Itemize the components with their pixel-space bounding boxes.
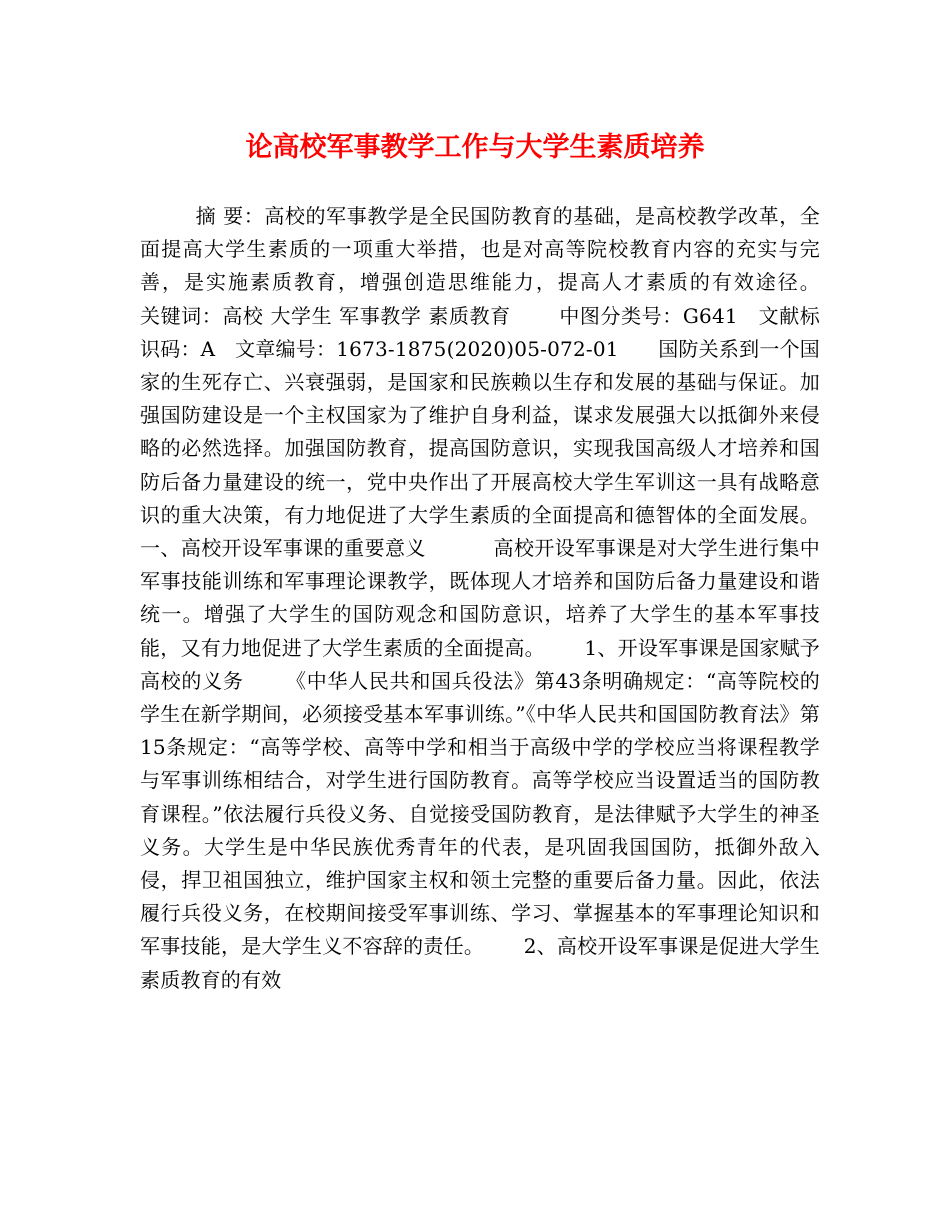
document-body: 摘 要：高校的军事教学是全民国防教育的基础，是高校教学改革，全面提高大学生素质的一项重大举措，也是对高等院校教育内容的充实与完善，是实施素质教育，增强创造思维能力，提高人才素质的有效途径。 关键词：高校 大学生 军事教学 素质教育 中图分类号：G641 文献标识码：A 文章编号：1673-1875(2020)05-072-01 国防关系到一个国家的生死存亡、兴衰强弱，是国家和民族赖以生存和发展的基础与保证。加强国防建设是一个主权国家为了维护自身利益，谋求发展强大以抵御外来侵略的必然选择。加强国防教育，提高国防意识，实现我国高级人才培养和国防后备力量建设的统一，党中央作出了开展高校大学生军训这一具有战略意识的重大决策，有力地促进了大学生素质的全面提高和德智体的全面发展。 一、高校开设军事课的重要意义 高校开设军事课是对大学生进行集中军事技能训练和军事理论课教学，既体现人才培养和国防后备力量建设和谐统一。增强了大学生的国防观念和国防意识，培养了大学生的基本军事技能，又有力地促进了大学生素质的全面提高。 1、开设军事课是国家赋予高校的义务 《中华人民共和国兵役法》第43条明确规定：“高等院校的学生在新学期间，必须接受基本军事训练。”《中华人民共和国国防教育法》第15条规定：“高等学校、高等中学和相当于高级中学的学校应当将课程教学与军事训练相结合，对学生进行国防教育。高等学校应当设置适当的国防教育课程。”依法履行兵役义务、自觉接受国防教育，是法律赋予大学生的神圣义务。大学生是中华民族优秀青年的代表，是巩固我国国防，抵御外敌入侵，捍卫祖国独立，维护国家主权和领土完整的重要后备力量。因此，依法履行兵役义务，在校期间接受军事训练、学习、掌握基本的军事理论知识和军事技能，是大学生义不容辞的责任。 2、高校开设军事课是促进大学生素质教育的有效: [140, 204, 886, 992]
document-title: 论高校军事教学工作与大学生素质培养: [245, 132, 705, 163]
